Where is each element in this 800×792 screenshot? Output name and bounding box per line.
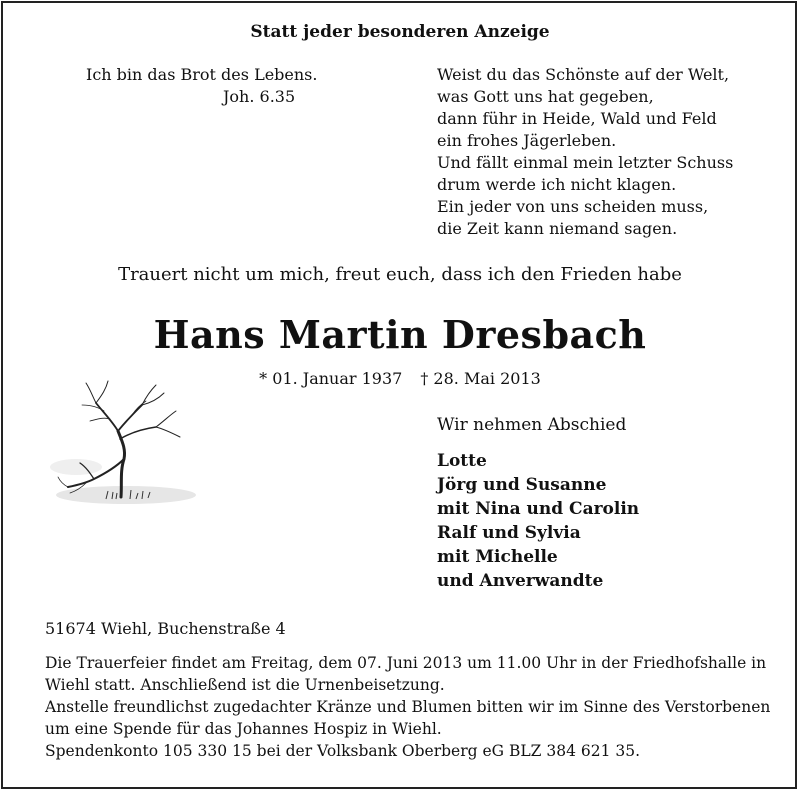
funeral-info: [45, 652, 770, 762]
info-line: Spendenkonto 105 330 15 bei der Volksbank Oberberg eG BLZ 384 621 35.: [45, 742, 641, 760]
info-line: um eine Spende für das Johannes Hospiz in Wiehl.: [45, 720, 442, 738]
family-member: Ralf und Sylvia: [437, 523, 581, 543]
quote-text: Ich bin das Brot des Lebens.: [86, 65, 318, 84]
poem-line: drum werde ich nicht klagen.: [437, 175, 677, 194]
poem-line: ein frohes Jägerleben.: [437, 131, 617, 150]
death-date: † 28. Mai 2013: [420, 369, 541, 388]
family-member: und Anverwandte: [437, 571, 604, 591]
bible-quote: [86, 64, 317, 108]
address: 51674 Wiehl, Buchenstraße 4: [45, 619, 286, 638]
tagline: Trauert nicht um mich, freut euch, dass ich den Frieden habe: [118, 264, 682, 285]
quote-reference: Joh. 6.35: [223, 87, 296, 106]
farewell-text: Wir nehmen Abschied: [437, 415, 627, 435]
poem-line: was Gott uns hat gegeben,: [437, 87, 654, 106]
family-member: Jörg und Susanne: [437, 475, 607, 495]
family-member: mit Michelle: [437, 547, 558, 567]
poem: [437, 64, 733, 240]
info-line: Wiehl statt. Anschließend ist die Urnenbeisetzung.: [45, 676, 445, 694]
bare-tree-icon: [46, 375, 196, 515]
family-list: [437, 449, 639, 593]
poem-line: die Zeit kann niemand sagen.: [437, 219, 678, 238]
poem-line: dann führ in Heide, Wald und Feld: [437, 109, 717, 128]
poem-line: Und fällt einmal mein letzter Schuss: [437, 153, 734, 172]
family-member: Lotte: [437, 451, 487, 471]
info-line: Anstelle freundlichst zugedachter Kränze und Blumen bitten wir im Sinne des Verstorbenen: [45, 698, 771, 716]
deceased-name: Hans Martin Dresbach: [153, 312, 647, 357]
poem-line: Weist du das Schönste auf der Welt,: [437, 65, 730, 84]
family-member: mit Nina und Carolin: [437, 499, 640, 519]
notice-header: Statt jeder besonderen Anzeige: [250, 22, 550, 42]
info-line: Die Trauerfeier findet am Freitag, dem 07. Juni 2013 um 11.00 Uhr in der Friedhofshalle in: [45, 654, 767, 672]
birth-date: * 01. Januar 1937: [259, 369, 403, 388]
poem-line: Ein jeder von uns scheiden muss,: [437, 197, 709, 216]
